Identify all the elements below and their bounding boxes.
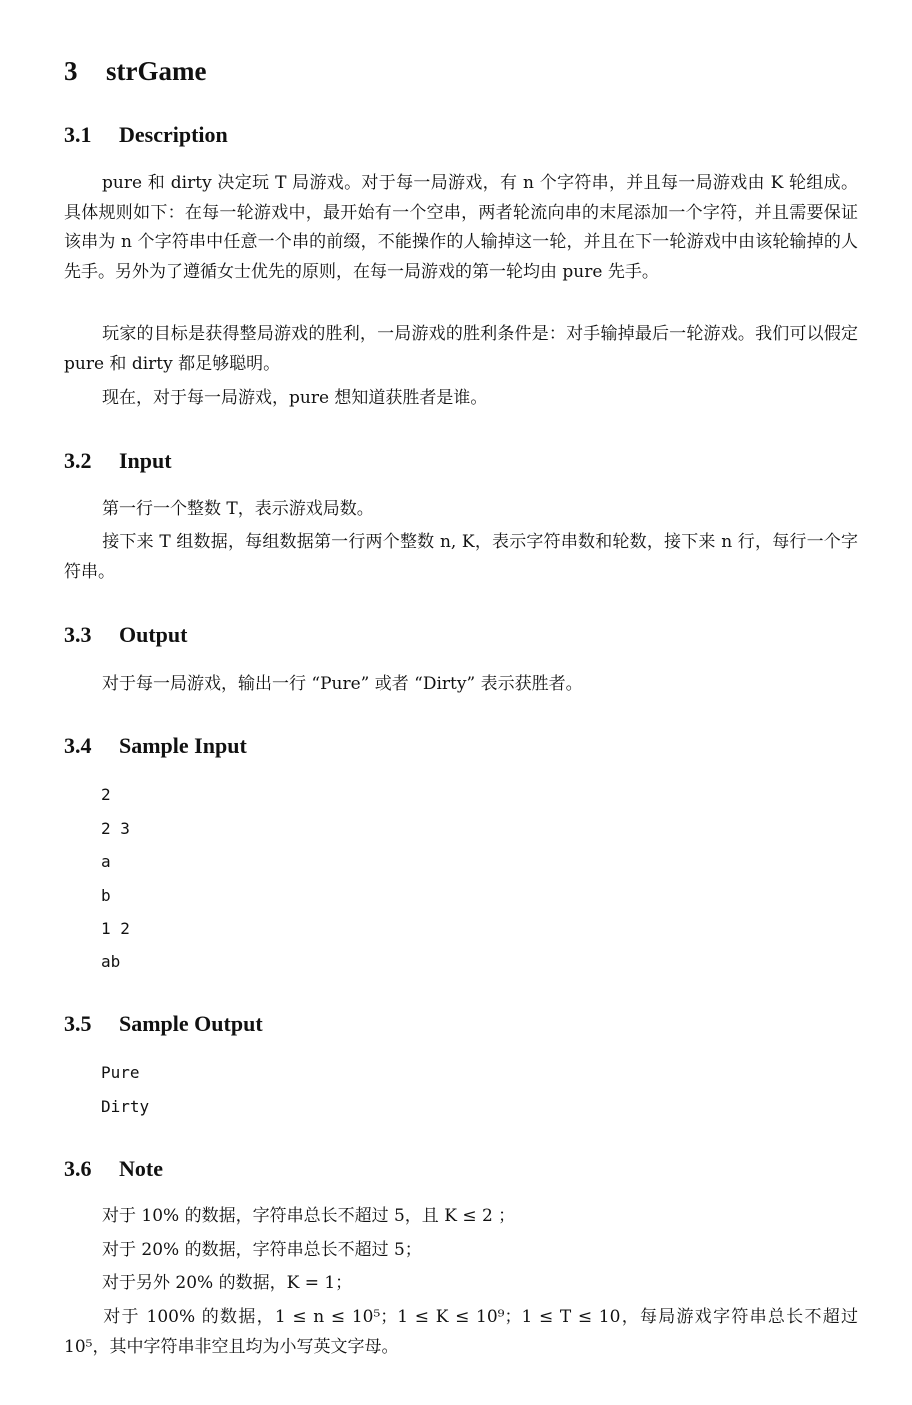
sample-input-line: 2	[101, 785, 111, 804]
sample-input-heading	[64, 733, 247, 759]
sample-input-line: b	[101, 886, 111, 905]
note-text-3: 对于另外 20% 的数据，K = 1；	[102, 1273, 353, 1293]
sample-input-number: 3.4	[64, 733, 92, 758]
sample-output-title: Sample Output	[119, 1011, 263, 1036]
section-title-text: strGame	[106, 56, 207, 86]
note-heading	[64, 1156, 163, 1182]
output-paragraph-1	[64, 670, 858, 700]
description-number: 3.1	[64, 122, 92, 147]
note-title: Note	[119, 1156, 163, 1181]
description-paragraph-2	[64, 320, 858, 379]
note-number: 3.6	[64, 1156, 92, 1181]
sample-input-line: a	[101, 852, 111, 871]
description-paragraph-1	[64, 169, 858, 287]
sample-input-line: ab	[101, 952, 121, 971]
sample-output-line: Pure	[101, 1063, 140, 1082]
input-title: Input	[119, 448, 172, 473]
note-line-4	[64, 1303, 858, 1362]
input-text-2: 接下来 T 组数据，每组数据第一行两个整数 n, K，表示字符串数和轮数，接下来 n 行，每行一个字符串。	[64, 532, 858, 582]
output-heading	[64, 622, 187, 648]
description-heading	[64, 122, 228, 148]
note-line-1	[64, 1202, 858, 1232]
note-text-4: 对于 100% 的数据，1 ≤ n ≤ 10⁵；1 ≤ K ≤ 10⁹；1 ≤ T ≤ 10，每局游戏字符串总长不超过 10⁵，其中字符串非空且均为小写英文字母。	[64, 1307, 858, 1357]
note-text-2: 对于 20% 的数据，字符串总长不超过 5；	[102, 1240, 422, 1260]
sample-input-line: 2 3	[101, 819, 130, 838]
description-paragraph-3	[64, 384, 858, 414]
description-text-1: pure 和 dirty 决定玩 T 局游戏。对于每一局游戏，有 n 个字符串，并且每一局游戏由 K 轮组成。具体规则如下：在每一轮游戏中，最开始有一个空串，两者轮流向串的末尾添加一个字符，并且需要保证该串为 n 个字符串中任意一个串的前缀，不能操作的人输掉这一轮，并且在下一轮游戏中由该轮输掉的人先手。另外为了遵循女士优先的原则，在每一局游戏的第一轮均由 pure 先手。	[64, 173, 858, 282]
description-text-2: 玩家的目标是获得整局游戏的胜利，一局游戏的胜利条件是：对手输掉最后一轮游戏。我们可以假定 pure 和 dirty 都足够聪明。	[64, 324, 858, 374]
sample-output-line: Dirty	[101, 1097, 150, 1116]
note-line-3	[64, 1269, 858, 1299]
sample-input-title: Sample Input	[119, 733, 247, 758]
sample-input-line: 1 2	[101, 919, 130, 938]
output-number: 3.3	[64, 622, 92, 647]
sample-output-heading	[64, 1011, 263, 1037]
section-title	[64, 56, 206, 87]
sample-output-number: 3.5	[64, 1011, 92, 1036]
output-text-1: 对于每一局游戏，输出一行 “Pure” 或者 “Dirty” 表示获胜者。	[102, 674, 583, 694]
description-title: Description	[119, 122, 228, 147]
note-text-1: 对于 10% 的数据，字符串总长不超过 5，且 K ≤ 2 ；	[102, 1206, 516, 1226]
input-text-1: 第一行一个整数 T，表示游戏局数。	[102, 499, 374, 519]
section-number: 3	[64, 56, 78, 86]
input-paragraph-1	[64, 495, 858, 525]
output-title: Output	[119, 622, 188, 647]
note-line-2	[64, 1236, 858, 1266]
input-paragraph-2	[64, 528, 858, 587]
description-text-3: 现在，对于每一局游戏，pure 想知道获胜者是谁。	[102, 388, 488, 408]
input-number: 3.2	[64, 448, 92, 473]
input-heading	[64, 448, 172, 474]
